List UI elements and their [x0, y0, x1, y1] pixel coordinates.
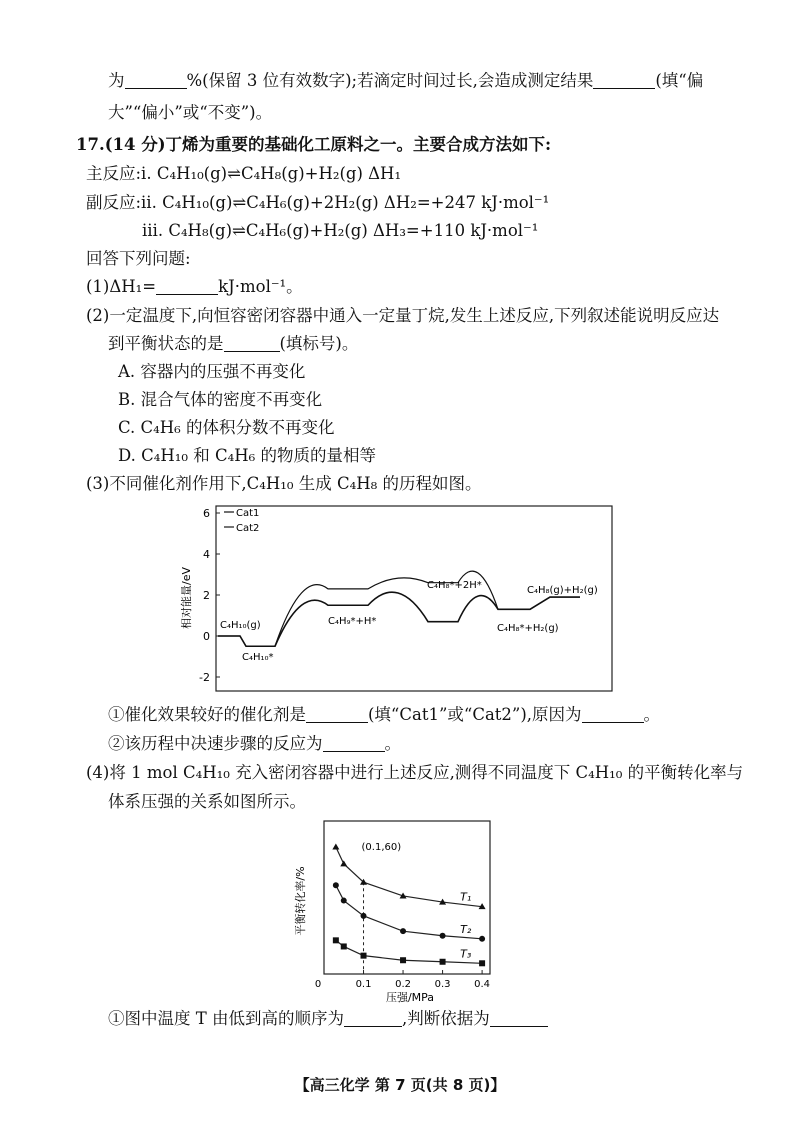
answer-blank[interactable]	[490, 1010, 548, 1027]
conv-point-square	[479, 960, 485, 966]
q16-line1	[108, 70, 703, 92]
conv-x-tick-label: 0	[314, 979, 322, 990]
legend-cat2: Cat2	[236, 523, 260, 534]
energy-y-axis-label: 相对能量/eV	[180, 567, 193, 629]
conv-point-circle	[479, 936, 485, 942]
conv-point-circle	[361, 913, 367, 919]
energy-legend	[224, 508, 259, 534]
q16-text-c: (填“偏	[655, 71, 704, 90]
q17-header: 17.(14 分)丁烯为重要的基础化工原料之一。主要合成方法如下:	[76, 135, 552, 154]
conv-x-tick-label: 0.1	[355, 979, 372, 990]
answer-blank[interactable]	[344, 1010, 402, 1027]
conv-series-label: T₁	[460, 890, 472, 904]
q16-line2: 大”“偏小”或“不变”)。	[108, 103, 273, 122]
part3-q1-text-b: (填“Cat1”或“Cat2”),原因为	[368, 705, 582, 724]
part3-q1	[108, 704, 660, 726]
part1-text-b: kJ·mol⁻¹。	[218, 277, 303, 296]
answer-blank[interactable]	[156, 278, 218, 295]
conv-point-triangle	[340, 860, 347, 866]
part1-text-a: (1)ΔH₁=	[86, 277, 157, 296]
conversion-pressure-chart	[290, 815, 510, 1005]
option-d: D. C₄H₁₀ 和 C₄H₆ 的物质的量相等	[118, 446, 376, 465]
part2-line2	[108, 333, 358, 355]
conv-series-label: T₃	[460, 947, 472, 961]
energy-chart-frame	[216, 506, 612, 691]
conv-point-circle	[400, 928, 406, 934]
part2-text-a: 到平衡状态的是	[108, 334, 224, 353]
energy-y-tick-label: 6	[203, 507, 210, 520]
answer-blank[interactable]	[593, 72, 655, 89]
answer-blank[interactable]	[306, 706, 368, 723]
page-footer: 【高三化学 第 7 页(共 8 页)】	[294, 1076, 506, 1094]
option-c: C. C₄H₆ 的体积分数不再变化	[118, 418, 335, 437]
energy-y-tick-label: 0	[203, 630, 210, 643]
part4-line2: 体系压强的关系如图所示。	[108, 792, 306, 811]
answer-blank[interactable]	[582, 706, 644, 723]
conv-point-square	[361, 953, 367, 959]
part4-line1: (4)将 1 mol C₄H₁₀ 充入密闭容器中进行上述反应,测得不同温度下 C₄H₁₀ 的平衡转化率与	[86, 763, 744, 782]
answer-blank[interactable]	[125, 72, 187, 89]
energy-y-tick-label: 4	[203, 548, 210, 561]
part4-q1-text-b: ,判断依据为	[402, 1009, 490, 1028]
cat1-energy-line	[218, 592, 580, 646]
state-label-c4h10-ads: C₄H₁₀*	[242, 652, 274, 663]
part3-q2	[108, 733, 401, 755]
part3-q1-text-c: 。	[643, 705, 661, 724]
answer-prompt: 回答下列问题:	[86, 249, 191, 268]
state-label-product: C₄H₈(g)+H₂(g)	[527, 585, 598, 596]
conv-point-circle	[333, 882, 339, 888]
part2-line1: (2)一定温度下,向恒容密闭容器中通入一定量丁烷,发生上述反应,下列叙述能说明反应达	[86, 306, 720, 325]
energy-y-tick-label: 2	[203, 589, 210, 602]
energy-profile-chart	[180, 500, 620, 695]
conv-point-triangle	[332, 844, 339, 850]
state-label-c4h8-2h: C₄H₈*+2H*	[427, 580, 482, 591]
part3-q1-text-a: ①催化效果较好的催化剂是	[108, 705, 306, 724]
conv-point-square	[400, 957, 406, 963]
part4-q1-text-a: ①图中温度 T 由低到高的顺序为	[108, 1009, 344, 1028]
energy-y-tick-label: -2	[199, 671, 210, 684]
conv-x-tick-label: 0.2	[395, 979, 412, 990]
conv-point-square	[333, 937, 339, 943]
part3-intro: (3)不同催化剂作用下,C₄H₁₀ 生成 C₄H₈ 的历程如图。	[86, 474, 482, 493]
part3-q2-text-b: 。	[384, 734, 401, 753]
conv-y-axis-label: 平衡转化率/%	[294, 866, 307, 936]
legend-cat1: Cat1	[236, 508, 260, 519]
conv-x-tick-label: 0.4	[474, 979, 491, 990]
part4-q1	[108, 1008, 548, 1030]
main-reaction: 主反应:ⅰ. C₄H₁₀(g)⇌C₄H₈(g)+H₂(g) ΔH₁	[86, 164, 402, 183]
conv-x-axis-label: 压强/MPa	[385, 991, 435, 1004]
annotation-point-label: (0.1,60)	[361, 842, 402, 854]
option-b: B. 混合气体的密度不再变化	[118, 390, 323, 409]
conv-point-circle	[341, 898, 347, 904]
state-label-c4h8-h2g: C₄H₈*+H₂(g)	[497, 623, 559, 634]
state-label-c4h9: C₄H₉*+H*	[328, 616, 377, 627]
side-reaction-3: ⅲ. C₄H₈(g)⇌C₄H₆(g)+H₂(g) ΔH₃=+110 kJ·mol⁻¹	[142, 221, 539, 240]
q16-text-b: %(保留 3 位有效数字);若滴定时间过长,会造成测定结果	[186, 71, 594, 90]
part2-text-b: (填标号)。	[279, 334, 359, 353]
part1	[86, 276, 303, 298]
q16-text-a: 为	[108, 71, 125, 90]
conv-point-square	[440, 959, 446, 965]
conv-point-square	[341, 943, 347, 949]
conv-x-tick-label: 0.3	[434, 979, 451, 990]
side-reaction-2: 副反应:ⅱ. C₄H₁₀(g)⇌C₄H₆(g)+2H₂(g) ΔH₂=+247 kJ·mol⁻¹	[86, 193, 550, 212]
part3-q2-text-a: ②该历程中决速步骤的反应为	[108, 734, 323, 753]
state-label-c4h10g: C₄H₁₀(g)	[220, 620, 261, 631]
conv-series-label: T₂	[460, 922, 472, 936]
answer-blank[interactable]	[224, 335, 280, 352]
conv-point-circle	[440, 933, 446, 939]
answer-blank[interactable]	[323, 735, 385, 752]
option-a: A. 容器内的压强不再变化	[118, 362, 306, 381]
